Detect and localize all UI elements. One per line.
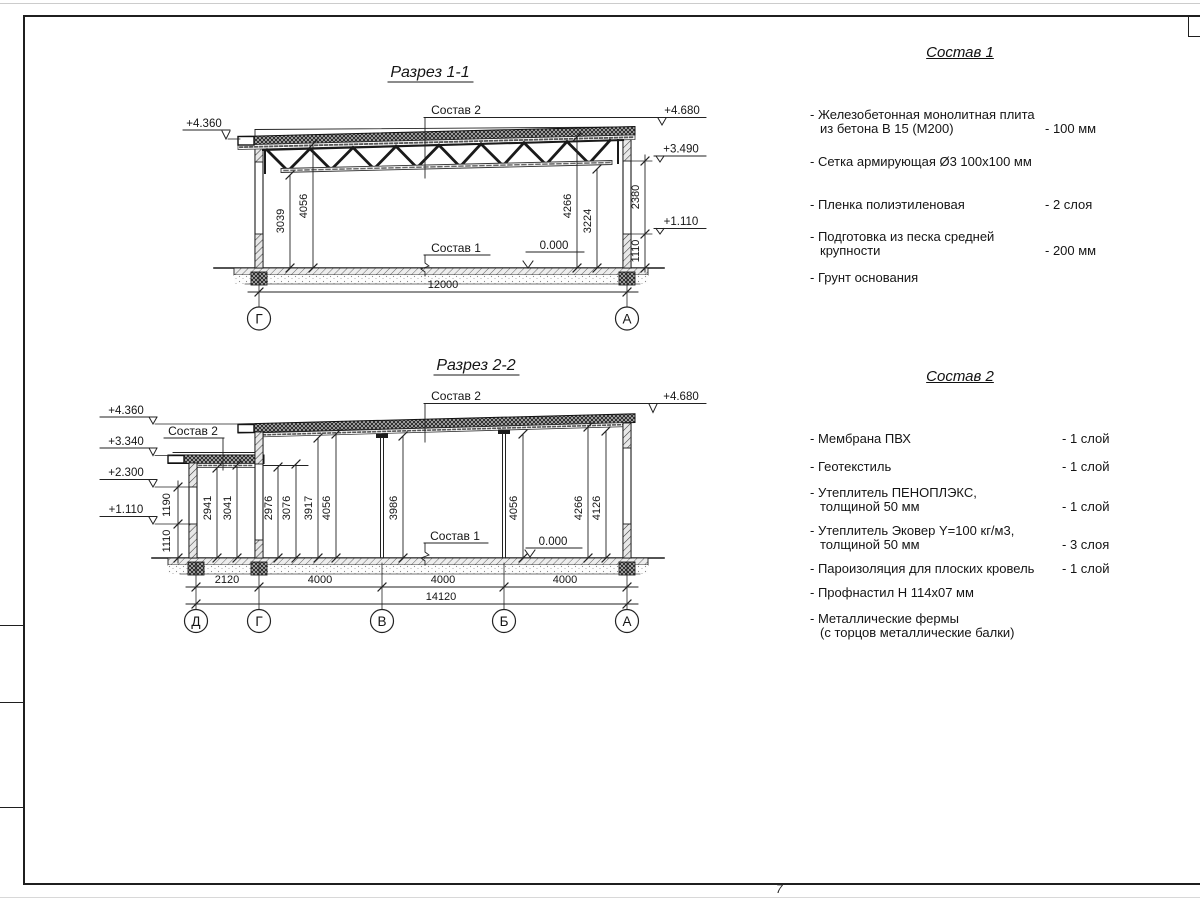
elev-1110: +1.110	[663, 216, 699, 228]
dim-3039: 3039	[275, 208, 287, 234]
svg-text:+3.340: +3.340	[108, 436, 144, 448]
elev-4360: +4.360	[186, 118, 222, 130]
dim-2120: 2120	[214, 574, 240, 586]
dim-4266-2: 4266	[573, 495, 585, 521]
axis-bubble-b2: Б	[499, 614, 509, 629]
dim-2380: 2380	[630, 184, 642, 210]
section2-title: Разрез 2-2	[436, 357, 516, 374]
axis-bubble-g2: Г	[255, 614, 263, 629]
dim-4056-a: 4056	[321, 495, 333, 521]
axis-bubble-d2: Д	[191, 614, 201, 629]
svg-text:+2.300: +2.300	[108, 467, 144, 479]
callout-sostav2: Состав 2	[431, 103, 481, 117]
list-item: - Мембрана ПВХ - 1 слой	[810, 431, 1110, 446]
wall-axis-g2	[255, 432, 308, 558]
dim-3224: 3224	[582, 208, 594, 234]
section1-title: Разрез 1-1	[390, 64, 470, 81]
list-item: - Профнастил Н 114х07 мм	[810, 585, 974, 600]
list-item: - Пленка полиэтиленовая - 2 слоя	[810, 197, 1093, 212]
dim-14120: 14120	[425, 591, 457, 603]
callout-sostav1-2: Состав 1	[430, 529, 480, 543]
list-item: - Грунт основания	[810, 270, 919, 285]
svg-text:+4.360: +4.360	[108, 405, 144, 417]
axis-bubble-g: Г	[255, 311, 263, 327]
column-v	[376, 434, 388, 559]
dim-1110: 1110	[630, 239, 642, 263]
material-list-1	[810, 108, 1140, 285]
callout-sostav2-main: Состав 2	[431, 389, 481, 403]
dim-4056: 4056	[298, 193, 310, 219]
dim-2976: 2976	[263, 495, 275, 521]
dim-4000-3: 4000	[552, 574, 578, 586]
zero-level-2: 0.000	[538, 536, 568, 548]
roof-slab-2	[238, 414, 635, 437]
wall-axis-a2	[623, 423, 631, 558]
axis-bubble-v2: В	[377, 614, 387, 629]
svg-text:+1.110: +1.110	[108, 504, 144, 516]
axis-bubble-a: А	[622, 311, 632, 327]
dim-4126: 4126	[591, 495, 603, 521]
callout-sostav1: Состав 1	[431, 241, 481, 255]
dim-2941: 2941	[202, 495, 214, 521]
dim-3076: 3076	[281, 495, 293, 521]
list1-title: Состав 1	[926, 44, 994, 61]
list-item: - Железобетонная монолитная плита из бетона В 15 (М200) - 100 мм	[810, 107, 1097, 136]
list-item: - Металлические фермы (с торцов металлические балки)	[810, 611, 1015, 640]
section-1-1	[183, 64, 706, 330]
dim-4056-b: 4056	[508, 495, 520, 521]
zero-level-1: 0.000	[539, 240, 569, 252]
list-item: - Геотекстиль - 1 слой	[810, 459, 1110, 474]
dim-4000-1: 4000	[307, 574, 333, 586]
list-item: - Пароизоляция для плоских кровель - 1 слой	[810, 561, 1110, 576]
page-number: 7	[776, 882, 783, 896]
list-item: - Утеплитель Эковер Y=100 кг/м3, толщиной 50 мм - 3 слоя	[810, 523, 1110, 552]
dim-4266: 4266	[562, 193, 574, 219]
dim-3041: 3041	[222, 495, 234, 521]
list-item: - Утеплитель ПЕНОПЛЭКС, толщиной 50 мм - 1 слой	[810, 485, 1110, 514]
dim-1110-2: 1110	[161, 529, 173, 553]
list-item: - Сетка армирующая Ø3 100х100 мм	[810, 154, 1032, 169]
wall-axis-g	[255, 145, 263, 268]
dim-3986: 3986	[388, 495, 400, 521]
dim-12000: 12000	[427, 279, 459, 291]
dim-3917: 3917	[303, 495, 315, 521]
elev-4680-2: +4.680	[663, 391, 699, 403]
dim-1190: 1190	[161, 493, 173, 517]
list2-title: Состав 2	[926, 368, 994, 385]
material-list-2	[810, 432, 1140, 640]
axis-bubble-a2: А	[622, 614, 632, 629]
callout-sostav2-annex: Состав 2	[168, 424, 218, 438]
list-item: - Подготовка из песка средней крупности - 200 мм	[810, 229, 1097, 258]
section-2-2	[100, 357, 706, 633]
elev-3490: +3.490	[663, 143, 699, 156]
dim-4000-2: 4000	[430, 574, 456, 586]
elev-4680: +4.680	[664, 105, 700, 117]
axis-bubbles-2	[185, 610, 639, 633]
column-b	[498, 430, 510, 559]
